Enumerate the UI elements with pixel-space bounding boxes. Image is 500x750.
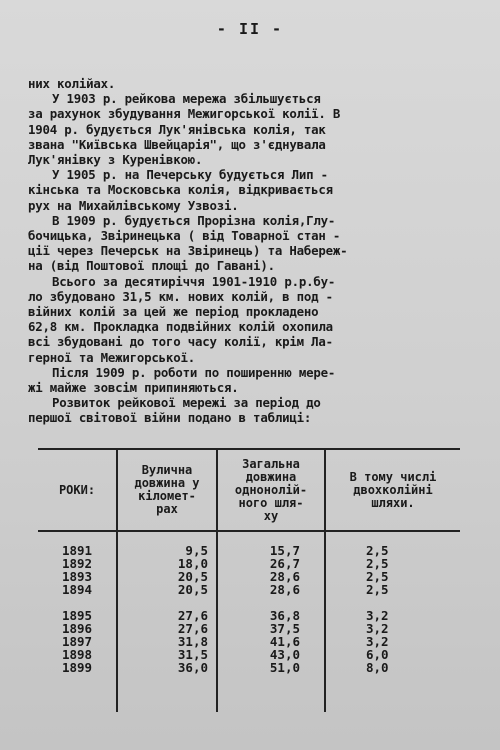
table-cell: 1897	[61, 634, 93, 649]
table-cell: 1899	[61, 660, 93, 675]
header-total-single-track	[218, 450, 326, 530]
table-cell: 9,5	[185, 543, 208, 558]
text-line: Всього за десятиріччя 1901-1910 р.р.бу-	[52, 273, 336, 289]
header-line: В тому числі	[349, 469, 437, 484]
text-line: ції через Печерськ на Звіринець) та Набереж-	[28, 243, 348, 259]
text-line: звана "Київська Швейцарія", що з'єднувала	[28, 136, 326, 152]
table-header	[38, 450, 460, 532]
text-line: рух на Михайлівському Узвозі.	[28, 197, 239, 213]
header-years	[38, 450, 118, 530]
text-line: них колійах.	[28, 76, 116, 91]
header-line: однонолій-	[234, 482, 308, 497]
table-cell: 1891	[61, 543, 93, 558]
text-line: бочицька, Звіринецька ( від Товарної стан -	[28, 228, 341, 244]
body-text	[28, 76, 473, 426]
table-cell: 1894	[61, 582, 93, 597]
table-cell: 36,0	[177, 660, 208, 675]
table-cell: 2,5	[366, 543, 389, 558]
table-cell: 43,0	[269, 647, 300, 662]
table-cell: 28,6	[269, 582, 300, 597]
header-line: шляхи.	[371, 495, 415, 510]
text-line: Розвиток рейкової мережі за період до	[52, 395, 321, 411]
text-line: 1904 р. будується Лук'янівська колія, так	[28, 121, 326, 137]
table-cell: 3,2	[366, 621, 389, 636]
header-line: двохколійні	[353, 482, 433, 497]
text-line: ло збудовано 31,5 км. нових колій, в под -	[28, 288, 333, 304]
text-line: 62,8 км. Прокладка подвійних колій охопила	[28, 319, 333, 335]
table-cell: 1892	[61, 556, 93, 571]
header-line: ху	[263, 508, 279, 523]
header-line: ного шля-	[238, 495, 304, 510]
table-cell: 2,5	[366, 582, 389, 597]
table-cell: 27,6	[177, 621, 208, 636]
table-cell: 20,5	[177, 582, 208, 597]
table-cell: 36,8	[269, 608, 300, 623]
years-column	[38, 532, 118, 712]
header-line: РОКИ:	[58, 482, 96, 497]
header-line: кіломет-	[138, 489, 196, 503]
table-cell: 6,0	[366, 647, 389, 662]
table-body	[38, 532, 460, 712]
header-line: довжина у	[134, 476, 200, 490]
table-cell: 1898	[61, 647, 93, 662]
rail-network-table	[38, 448, 460, 712]
table-cell: 20,5	[177, 569, 208, 584]
double-track-column	[326, 532, 460, 712]
header-line: Вулична	[141, 463, 193, 477]
text-line: Після 1909 р. роботи по поширенню мере-	[52, 364, 336, 380]
text-line: У 1903 р. рейкова мережа збільшується	[52, 91, 321, 107]
header-street-length	[118, 450, 218, 530]
table-cell: 2,5	[366, 556, 389, 571]
table-cell: 27,6	[177, 608, 208, 623]
text-line: жі майже зовсім припиняються.	[28, 380, 239, 396]
table-cell: 31,8	[177, 634, 208, 649]
table-cell: 31,5	[177, 647, 208, 662]
header-double-track	[326, 450, 460, 530]
table-cell: 3,2	[366, 608, 389, 623]
table-cell: 2,5	[366, 569, 389, 584]
table-cell: 1896	[61, 621, 93, 636]
text-line: за рахунок збудування Межигорської колії. В	[28, 106, 341, 122]
table-cell: 8,0	[366, 660, 389, 675]
table-cell: 1893	[61, 569, 93, 584]
table-cell: 37,5	[269, 621, 300, 636]
header-line: довжина	[245, 469, 297, 484]
text-line: першої світової війни подано в таблиці:	[28, 410, 312, 426]
text-line: на (від Поштової площі до Гавані).	[28, 258, 275, 274]
header-line: рах	[156, 502, 178, 516]
table-cell: 1895	[61, 608, 93, 623]
text-line: В 1909 р. будується Прорізна колія,Глу-	[52, 212, 336, 228]
text-line: кінська та Московська колія, відкривається	[28, 182, 333, 198]
table-cell: 51,0	[269, 660, 300, 675]
table-cell: 28,6	[269, 569, 300, 584]
text-line: війних колій за цей же період прокладено	[28, 304, 319, 320]
table-cell: 3,2	[366, 634, 389, 649]
street-length-column	[118, 532, 218, 712]
table-cell: 18,0	[177, 556, 208, 571]
text-line: Лук'янівку з Куренівкою.	[28, 152, 203, 168]
table-cell: 41,6	[269, 634, 300, 649]
text-line: У 1905 р. на Печерську будується Лип -	[52, 167, 328, 183]
page-number: - II -	[216, 20, 284, 38]
text-line: герної та Межигорської.	[28, 349, 195, 365]
table-cell: 26,7	[269, 556, 300, 571]
total-length-column	[218, 532, 326, 712]
header-line: Загальна	[242, 456, 300, 471]
group-gap	[326, 596, 460, 609]
table-cell: 15,7	[269, 543, 300, 558]
text-line: всі збудовані до того часу колії, крім Ла-	[28, 334, 333, 350]
